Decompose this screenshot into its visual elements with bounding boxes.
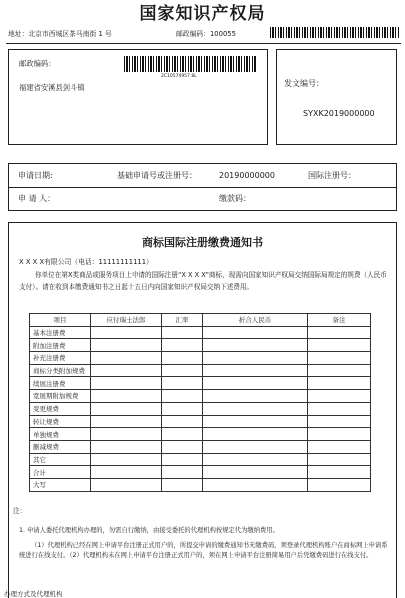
recipient-address: 福建省安溪县剑斗镇 [19,83,85,92]
fee-item: 单独规费 [30,428,91,441]
table-row [30,377,371,390]
payment-code-label: 缴款码： [219,194,251,203]
table-row [30,326,371,339]
notice-recipient: X X X X有限公司（电话：11111111111） [19,258,153,266]
fee-table-header [30,314,371,327]
fee-item: 大写 [30,478,91,491]
fee-item: 删减规费 [30,440,91,453]
fee-table [29,313,371,492]
table-row [30,390,371,403]
fee-table-header-cell: 备注 [308,314,371,327]
info-divider [9,187,396,188]
table-row [30,415,371,428]
basic-reg-label: 基础申请号或注册号： [117,171,197,180]
fee-item: 基本注册费 [30,326,91,339]
fee-item: 转让规费 [30,415,91,428]
notice-panel [8,222,397,598]
header-barcode [270,27,400,38]
office-address: 地址：北京市西城区茶马南街 1 号 [8,30,112,38]
fee-table-header-cell: 折合人民币 [203,314,308,327]
table-row [30,466,371,479]
table-row [30,352,371,365]
table-row [30,478,371,491]
fee-item: 合计 [30,466,91,479]
notice-body: 你单位在第X类商品或服务项目上申请的国际注册“X X X X”商标，现需向国家知识产权局交纳国际局规定的规费（人民币支付）。请在收到本缴费通知书之日起十五日内向国家知识产权局交纳下述费用。 [19,271,387,291]
applicant-label: 申 请 人： [18,194,56,203]
application-info [8,163,397,211]
fee-item: 其它 [30,453,91,466]
fee-item: 宽展期附加规费 [30,390,91,403]
note-1: 1. 申请人委托代理机构办理的，勿需自行缴纳，由接受委托的代理机构按规定代为缴纳费用。 [19,527,279,534]
fee-item: 商标分类附加规费 [30,364,91,377]
header-divider [6,43,401,44]
note-2: （1）代理机构已经在网上申请平台注册正式用户的，所提交申请的缴费通知书无缴费码，须登录代理机构账户在商标网上申请系统进行在线支付。（2）代理机构未在网上申请平台注册正式用户的，须在网上申请平台注册简易用户后凭缴费码进行在线支付。 [19,542,388,559]
fee-item: 续展注册费 [30,377,91,390]
table-row [30,428,371,441]
note-label: 注： [13,507,27,515]
table-row [30,453,371,466]
table-row [30,440,371,453]
fee-table-header-cell: 应付瑞士法郎 [91,314,162,327]
footer-partial-text: 办理方式及代理机构 [4,590,63,598]
notice-title: 商标国际注册缴费通知书 [142,236,263,249]
table-row [30,339,371,352]
recipient-box [8,49,268,145]
fee-table-header-cell: 项目 [30,314,91,327]
fee-item: 补充注册费 [30,352,91,365]
fee-item: 变更规费 [30,402,91,415]
office-postcode: 邮政编码：100055 [176,30,236,38]
fee-item: 附加注册费 [30,339,91,352]
table-row [30,364,371,377]
document-number-box [276,49,397,145]
recipient-barcode [124,56,257,72]
table-row [30,402,371,415]
recipient-barcode-text: 2C10574957 8L [161,74,197,79]
document-number-value: SYXK2019000000 [303,109,375,118]
office-title: 国家知识产权局 [139,4,266,24]
recipient-postcode-label: 邮政编码： [19,59,56,68]
apply-date-label: 申请日期: [18,171,53,180]
fee-table-header-cell: 汇率 [162,314,203,327]
intl-reg-label: 国际注册号： [308,171,356,180]
document-number-label: 发文编号： [284,79,324,88]
basic-reg-value: 20190000000 [219,171,275,180]
